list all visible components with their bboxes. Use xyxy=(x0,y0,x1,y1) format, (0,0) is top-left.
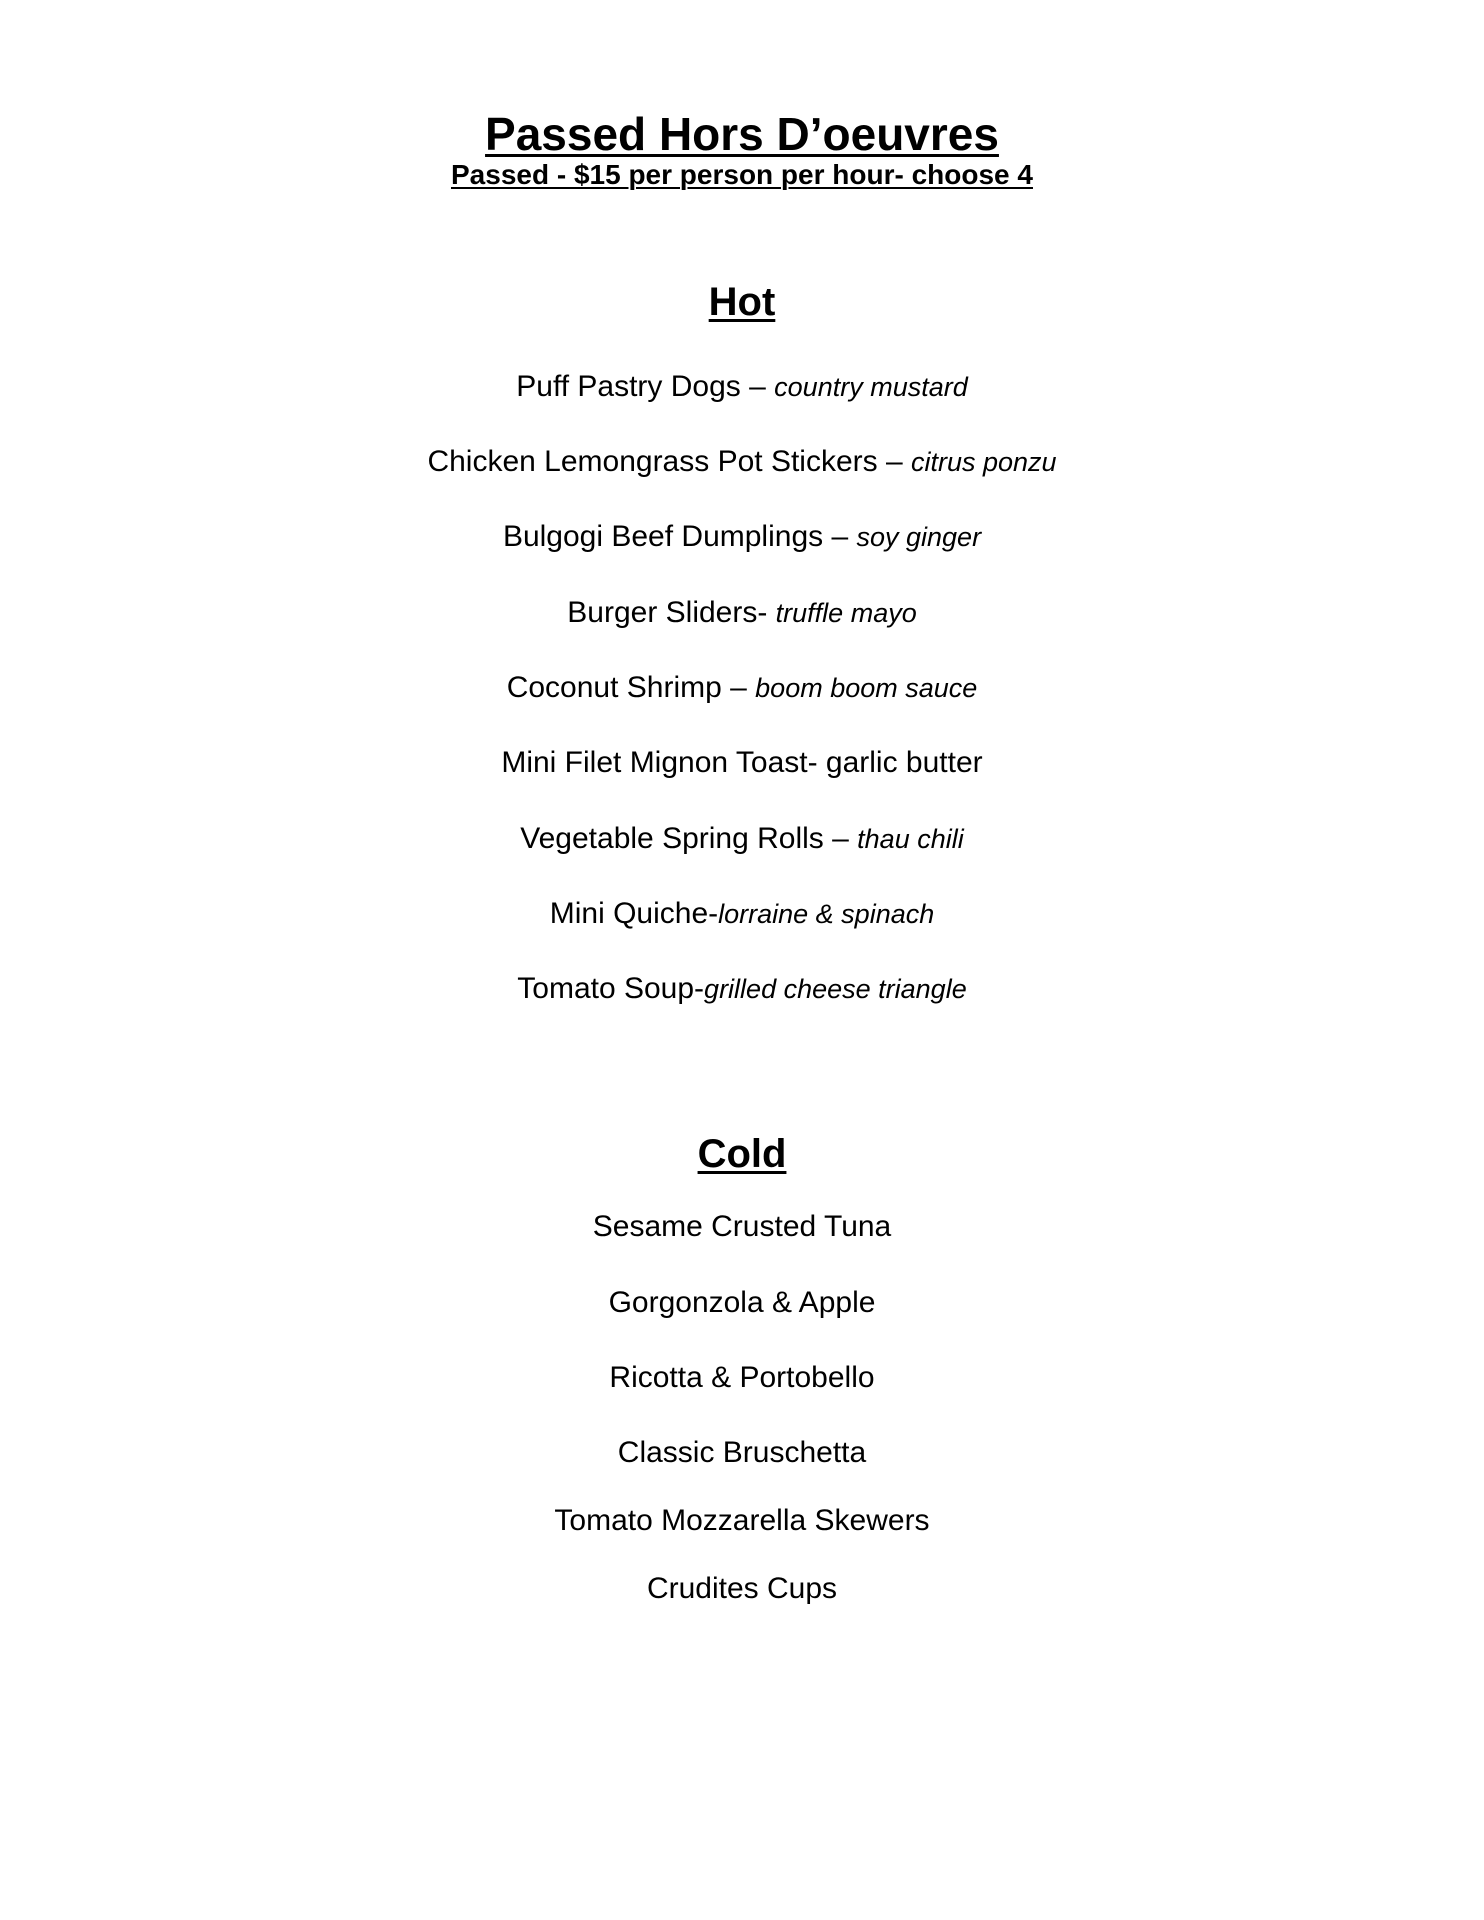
hot-item-name: Vegetable Spring Rolls – xyxy=(520,822,858,855)
hot-item-name: Puff Pastry Dogs – xyxy=(516,370,775,403)
cold-item: Classic Bruschetta xyxy=(617,1436,867,1469)
hot-item-description: citrus ponzu xyxy=(910,447,1057,477)
hot-item xyxy=(0,970,1484,1008)
hot-item xyxy=(0,518,1484,556)
hot-item xyxy=(0,820,1484,858)
cold-item: Sesame Crusted Tuna xyxy=(592,1210,892,1243)
hot-item-name: Mini Quiche- xyxy=(549,897,719,930)
hot-item-name: Burger Sliders- xyxy=(567,596,776,629)
cold-item: Ricotta & Portobello xyxy=(609,1361,875,1394)
hot-item-description: country mustard xyxy=(774,372,968,402)
cold-section-heading: Cold xyxy=(697,1132,787,1176)
hot-item-description: truffle mayo xyxy=(775,598,917,628)
hot-item xyxy=(0,368,1484,406)
page-subtitle: Passed - $15 per person per hour- choose 4 xyxy=(451,159,1033,190)
hot-item xyxy=(0,669,1484,707)
hot-item-name: Chicken Lemongrass Pot Stickers – xyxy=(427,445,911,478)
hot-item-description: soy ginger xyxy=(856,522,982,552)
hot-item-name: Bulgogi Beef Dumplings – xyxy=(502,520,857,553)
hot-item xyxy=(0,443,1484,481)
hot-item xyxy=(0,744,1484,782)
page-title: Passed Hors D’oeuvres xyxy=(485,108,999,160)
hot-item-name: Tomato Soup- xyxy=(517,972,705,1005)
hot-item-description: grilled cheese triangle xyxy=(704,974,967,1004)
hot-item xyxy=(0,895,1484,933)
cold-item: Crudites Cups xyxy=(646,1572,838,1605)
hot-item-description: lorraine & spinach xyxy=(718,899,935,929)
cold-item: Tomato Mozzarella Skewers xyxy=(554,1504,930,1537)
hot-item-description: thau chili xyxy=(857,824,964,854)
hot-item-description: boom boom sauce xyxy=(755,673,978,703)
hot-item-name: Mini Filet Mignon Toast- garlic butter xyxy=(501,746,983,779)
cold-item: Gorgonzola & Apple xyxy=(608,1286,876,1319)
hot-section-heading: Hot xyxy=(708,280,776,324)
hot-item-name: Coconut Shrimp – xyxy=(506,671,756,704)
hot-item xyxy=(0,594,1484,632)
